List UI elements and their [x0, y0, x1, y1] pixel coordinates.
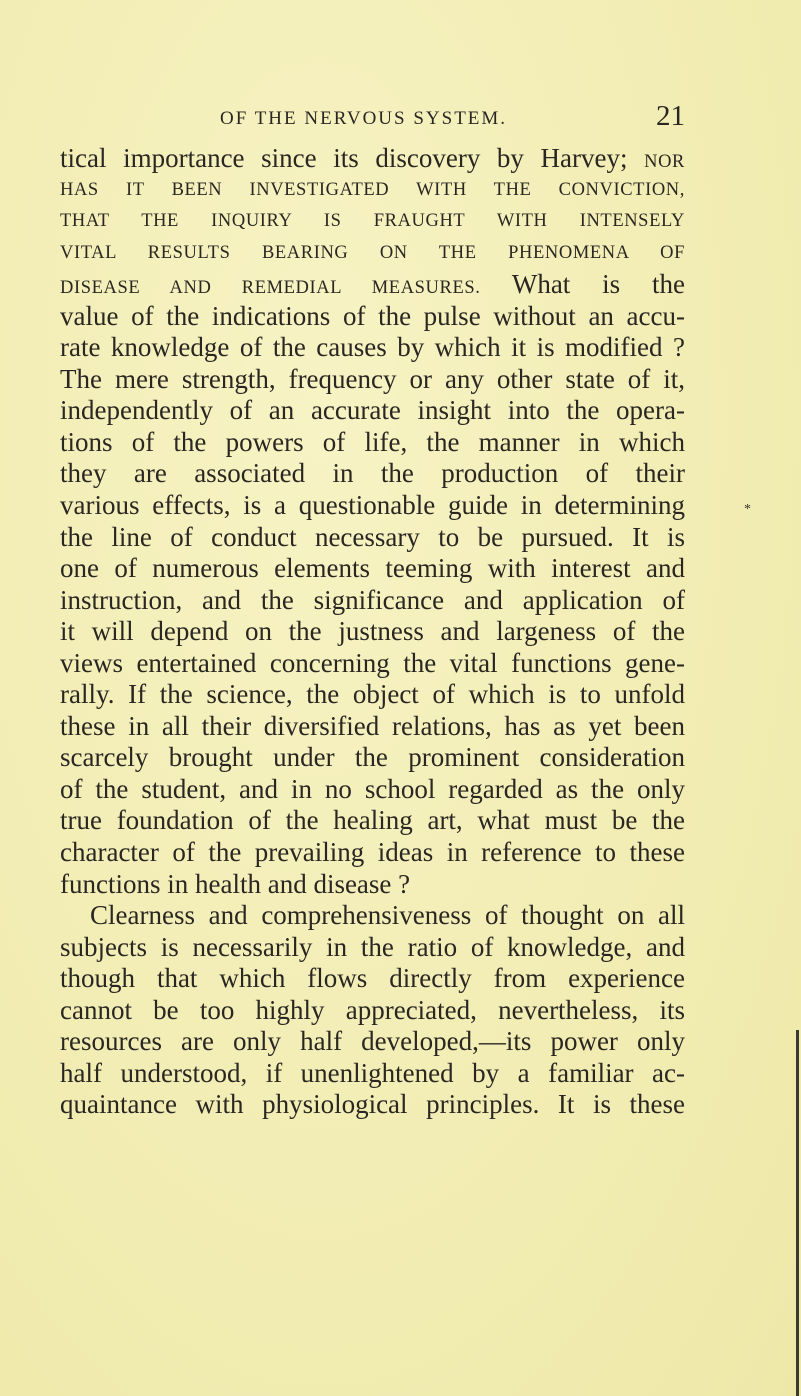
page-header	[60, 100, 685, 136]
text-line: quaintance with physiological principles. It is these	[60, 1089, 685, 1120]
body-text	[60, 143, 685, 1121]
text-line: one of numerous elements teeming with interest and	[60, 553, 685, 584]
text-line: resources are only half developed,—its power only	[60, 1026, 685, 1057]
text-line: VITAL RESULTS BEARING ON THE PHENOMENA OF	[60, 242, 685, 263]
text-line: subjects is necessarily in the ratio of knowledge, and	[60, 931, 685, 962]
text-line: independently of an accurate insight into the opera-	[60, 395, 685, 426]
text-line: they are associated in the production of their	[60, 458, 685, 489]
margin-mark: *	[744, 502, 751, 517]
text-line: various effects, is a questionable guide in determining	[60, 490, 685, 521]
text-line: rate knowledge of the causes by which it is modified ?	[60, 332, 685, 363]
text-line: these in all their diversified relations, has as yet been	[60, 710, 685, 741]
text-line: cannot be too highly appreciated, nevertheless, its	[60, 994, 685, 1025]
text-line: though that which flows directly from experience	[60, 963, 685, 994]
text-line: views entertained concerning the vital functions gene-	[60, 647, 685, 678]
text-line: the line of conduct necessary to be pursued. It is	[60, 521, 685, 552]
text-line: Clearness and comprehensiveness of thought on all	[90, 900, 685, 931]
text-line: it will depend on the justness and largeness of the	[60, 616, 685, 647]
text-line: tical importance since its discovery by Harvey; NOR	[60, 143, 685, 173]
text-line: character of the prevailing ideas in reference to these	[60, 837, 685, 868]
text-line: tions of the powers of life, the manner in which	[60, 426, 685, 457]
text-line: true foundation of the healing art, what must be the	[60, 805, 685, 836]
text-line: of the student, and in no school regarded as the only	[60, 773, 685, 804]
text-line: functions in health and disease ?	[60, 868, 411, 899]
text-line: The mere strength, frequency or any other state of it,	[60, 363, 685, 394]
text-line: rally. If the science, the object of which is to unfold	[60, 679, 685, 710]
text-line: HAS IT BEEN INVESTIGATED WITH THE CONVICTION,	[60, 179, 685, 200]
text-line: DISEASE AND REMEDIAL MEASURES. What is the	[60, 269, 685, 300]
text-line: scarcely brought under the prominent consideration	[60, 742, 685, 773]
text-line: THAT THE INQUIRY IS FRAUGHT WITH INTENSELY	[60, 211, 685, 232]
page-number: 21	[656, 100, 685, 132]
running-head: OF THE NERVOUS SYSTEM.	[220, 108, 508, 129]
text-line: value of the indications of the pulse without an accu-	[60, 300, 685, 331]
page-edge-shadow	[796, 1030, 799, 1396]
text-line: instruction, and the significance and application of	[60, 584, 685, 615]
text-line: half understood, if unenlightened by a familiar ac-	[60, 1057, 685, 1088]
